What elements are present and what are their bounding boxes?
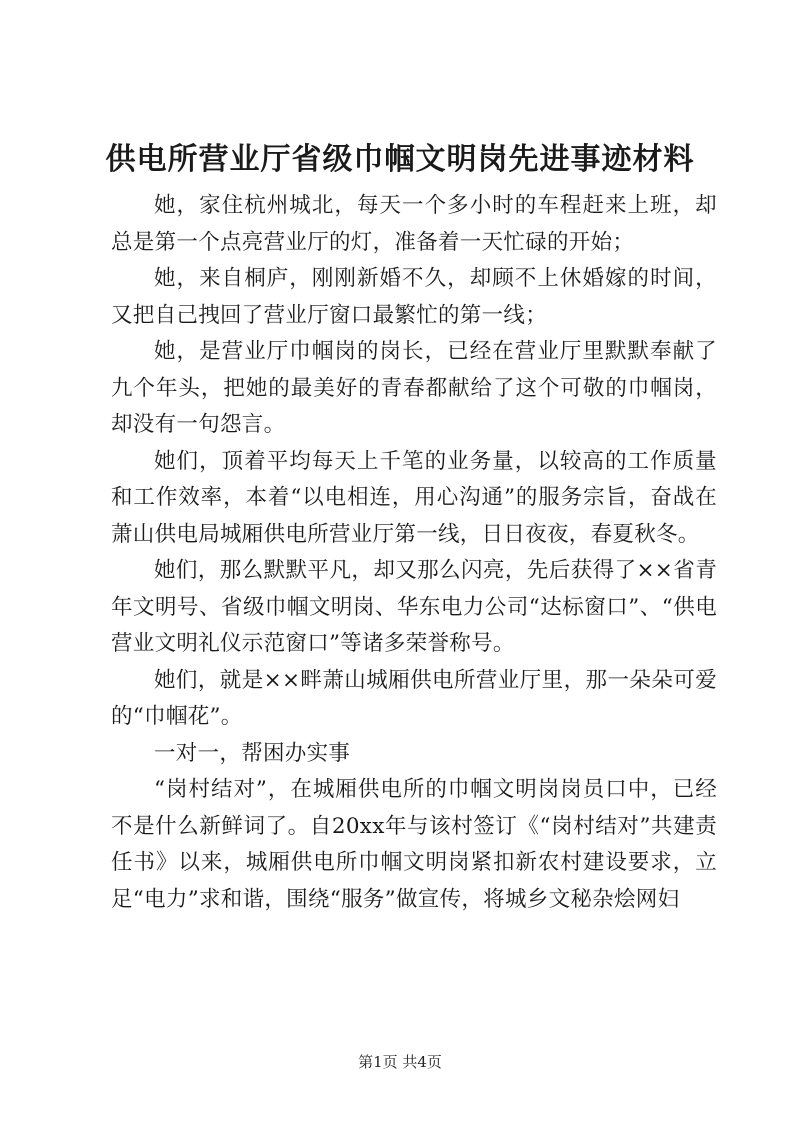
paragraph: 她们，就是××畔萧山城厢供电所营业厅里，那一朵朵可爱的“巾帼花”。 [111, 667, 717, 729]
paragraph: 她们，那么默默平凡，却又那么闪亮，先后获得了××省青年文明号、省级巾帼文明岗、华东电力公司“达标窗口”、“供电营业文明礼仪示范窗口”等诸多荣誉称号。 [111, 558, 717, 656]
paragraph: 她，来自桐庐，刚刚新婚不久，却顾不上休婚嫁的时间，又把自己拽回了营业厅窗口最繁忙的第一线； [111, 266, 717, 328]
paragraph: 她，是营业厅巾帼岗的岗长，已经在营业厅里默默奉献了九个年头，把她的最美好的青春都献给了这个可敬的巾帼岗，却没有一句怨言。 [111, 339, 717, 437]
page-footer: 第1页 共4页 [358, 1053, 442, 1071]
paragraph: 她们，顶着平均每天上千笔的业务量，以较高的工作质量和工作效率，本着“以电相连，用心沟通”的服务宗旨，奋战在萧山供电局城厢供电所营业厅第一线，日日夜夜，春夏秋冬。 [111, 448, 717, 547]
section-subheading: 一对一，帮困办实事 [154, 740, 351, 766]
paragraph: “岗村结对”，在城厢供电所的巾帼文明岗岗员口中，已经不是什么新鲜词了。自20xx年与该村签订《“岗村结对”共建责任书》以来，城厢供电所巾帼文明岗紧扣新农村建设要求，立足“电力”求和谐，围绕“服务”做宣传，将城乡文秘杂烩网妇 [111, 777, 717, 912]
document-title: 供电所营业厅省级巾帼文明岗先进事迹材料 [105, 142, 695, 177]
paragraph: 她，家住杭州城北，每天一个多小时的车程赶来上班，却总是第一个点亮营业厅的灯，准备着一天忙碌的开始； [111, 193, 717, 255]
document-body [111, 188, 717, 918]
